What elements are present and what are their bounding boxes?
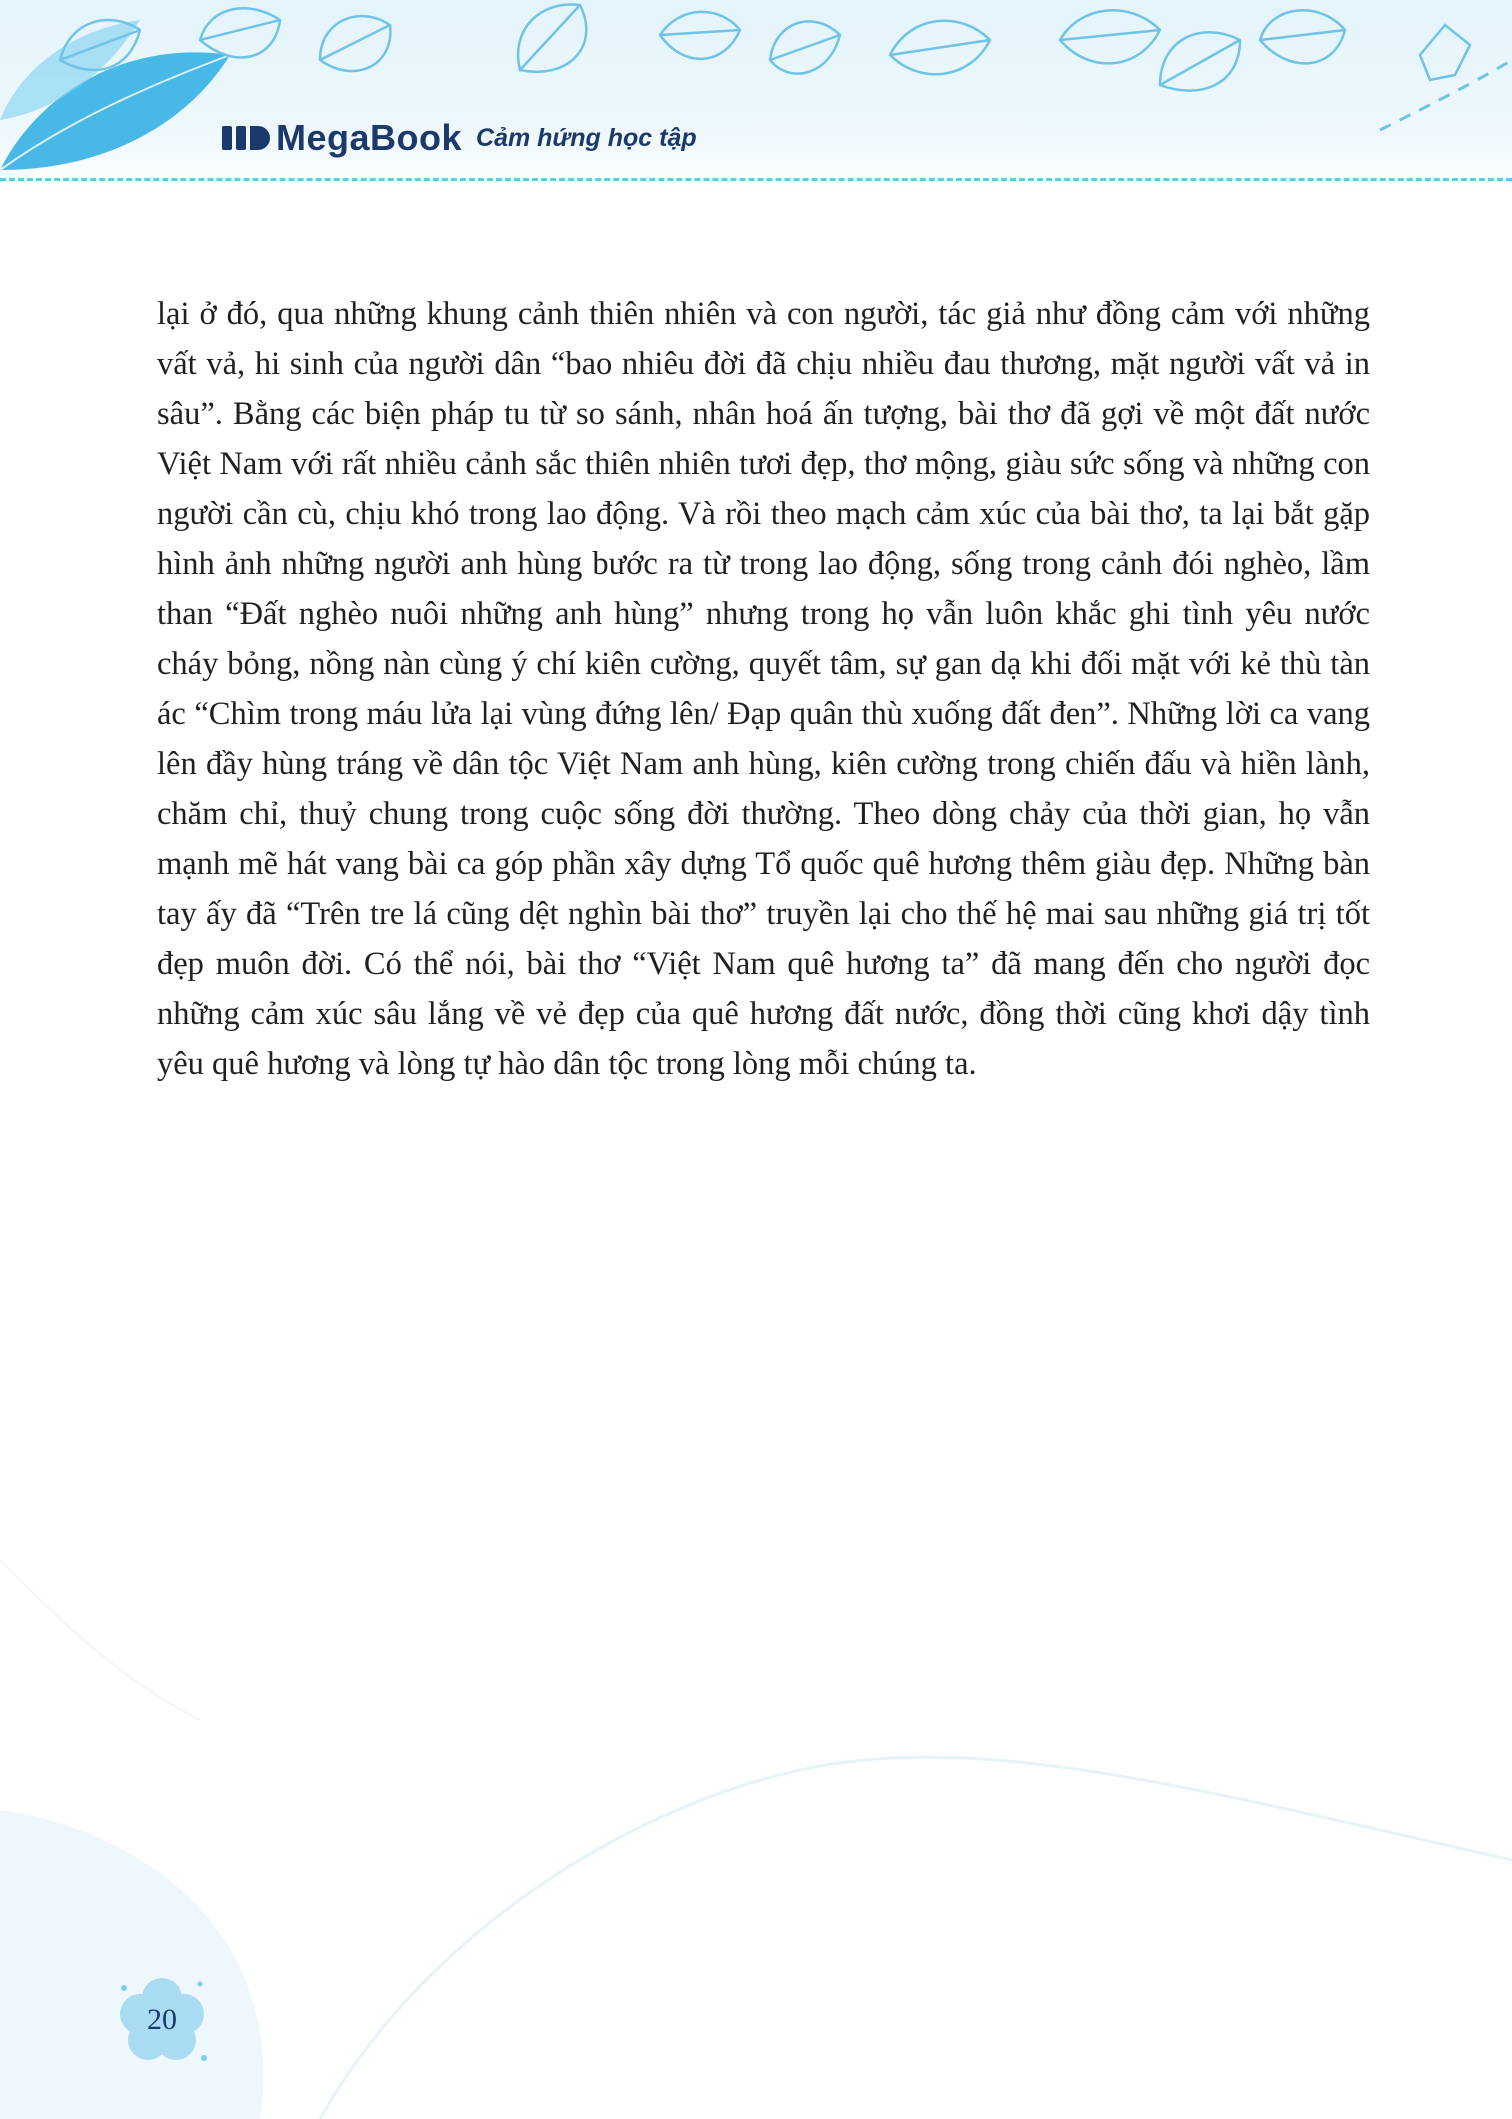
- megabook-logo-icon: [220, 124, 270, 152]
- brand: [220, 118, 697, 158]
- brand-tagline: Cảm hứng học tập: [476, 123, 697, 152]
- header-dashed-line: [0, 178, 1512, 181]
- page-header: [0, 0, 1512, 190]
- brand-name: MegaBook: [276, 117, 463, 158]
- page-number-badge: [112, 1970, 212, 2070]
- body-paragraph: lại ở đó, qua những khung cảnh thiên nhiên và con người, tác giả như đồng cảm với những vất vả, hi sinh của người dân “bao nhiêu đời đã chịu nhiều đau thương, mặt người vất vả in sâu”. Bằng các biện pháp tu từ so sánh, nhân hoá ấn tượng, bài thơ đã gợi về một đất nước Việt Nam với rất nhiều cảnh sắc thiên nhiên tươi đẹp, thơ mộng, giàu sức sống và những con người cần cù, chịu khó trong lao động. Và rồi theo mạch cảm xúc của bài thơ, ta lại bắt gặp hình ảnh những người anh hùng bước ra từ trong lao động, sống trong cảnh đói nghèo, lầm than “Đất nghèo nuôi những anh hùng” nhưng trong họ vẫn luôn khắc ghi tình yêu nước cháy bỏng, nồng nàn cùng ý chí kiên cường, quyết tâm, sự gan dạ khi đối mặt với kẻ thù tàn ác “Chìm trong máu lửa lại vùng đứng lên/ Đạp quân thù xuống đất đen”. Những lời ca vang lên đầy hùng tráng về dân tộc Việt Nam anh hùng, kiên cường trong chiến đấu và hiền lành, chăm chỉ, thuỷ chung trong cuộc sống đời thường. Theo dòng chảy của thời gian, họ vẫn mạnh mẽ hát vang bài ca góp phần xây dựng Tổ quốc quê hương thêm giàu đẹp. Những bàn tay ấy đã “Trên tre lá cũng dệt nghìn bài thơ” truyền lại cho thế hệ mai sau những giá trị tốt đẹp muôn đời. Có thể nói, bài thơ “Việt Nam quê hương ta” đã mang đến cho người đọc những cảm xúc sâu lắng về vẻ đẹp của quê hương đất nước, đồng thời cũng khơi dậy tình yêu quê hương và lòng tự hào dân tộc trong lòng mỗi chúng ta.: [157, 296, 1370, 1082]
- background-waves: [0, 1560, 1512, 2119]
- page-number: 20: [147, 2003, 177, 2036]
